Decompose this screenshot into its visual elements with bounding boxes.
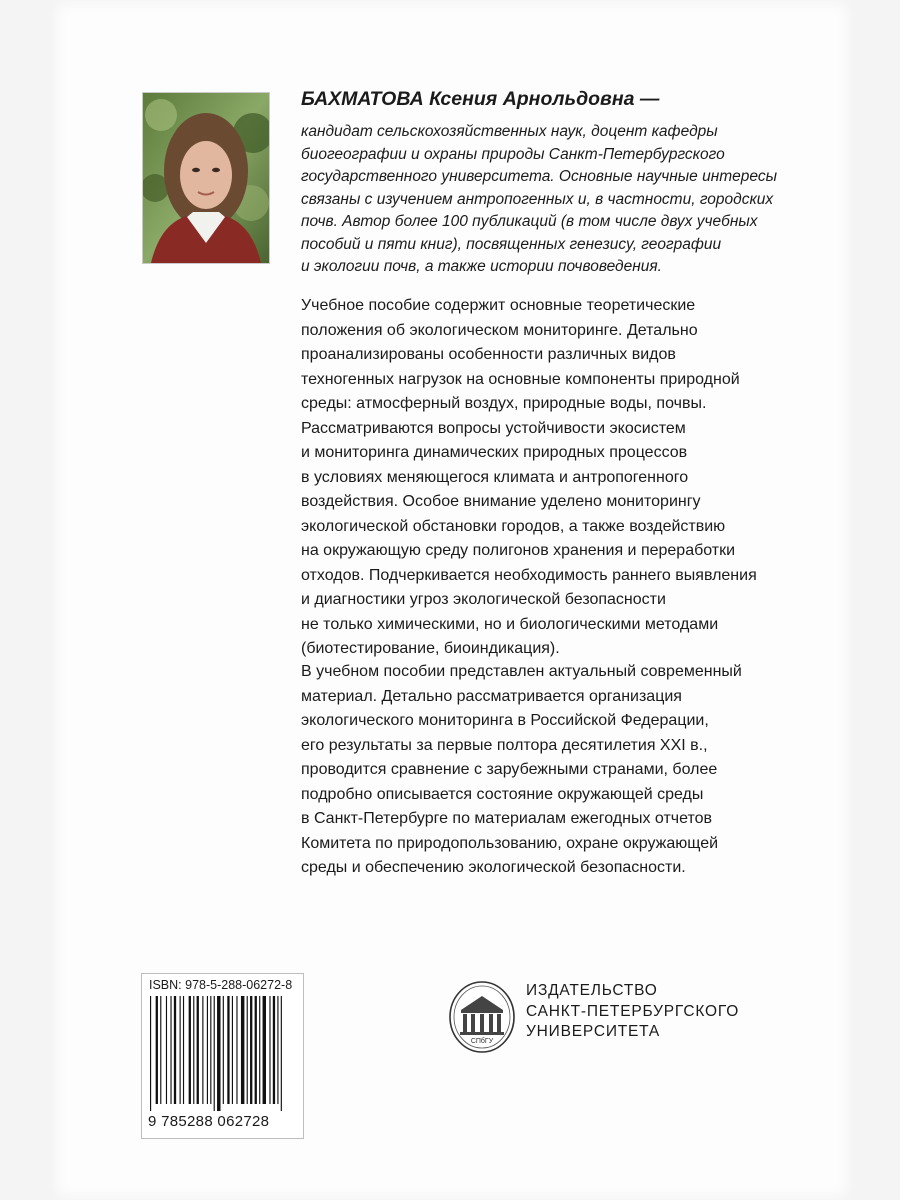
author-bio-line: кандидат сельскохозяйственных наук, доцент кафедры — [301, 123, 718, 140]
annotation-line: отходов. Подчеркивается необходимость раннего выявления — [301, 566, 757, 584]
annotation-line: экологической обстановки городов, а также воздействию — [301, 517, 726, 535]
annotation-paragraph-1 — [301, 294, 757, 662]
annotation-line: Комитета по природопользованию, охране окружающей — [301, 834, 719, 852]
author-bio-line: почв. Автор более 100 публикаций (в том числе двух учебных — [301, 213, 758, 230]
isbn-label: ISBN: 978-5-288-06272-8 — [149, 978, 293, 992]
annotation-line: В учебном пособии представлен актуальный современный — [301, 663, 742, 680]
annotation-line: воздействия. Особое внимание уделено мониторингу — [301, 493, 701, 510]
annotation-line: техногенных нагрузок на основные компоненты природной — [301, 370, 740, 388]
author-bio-line: биогеографии и охраны природы Санкт-Петербургского — [301, 145, 725, 163]
annotation-paragraph-2 — [301, 660, 741, 881]
annotation-line: и диагностики угроз экологической безопасности — [301, 591, 666, 608]
annotation-line: Рассматриваются вопросы устойчивости экосистем — [301, 419, 686, 437]
annotation-line: и мониторинга динамических природных процессов — [301, 444, 688, 461]
author-bio-line: пособий и пяти книг), посвященных генезису, географии — [301, 235, 722, 253]
publisher-line: УНИВЕРСИТЕТА — [526, 1023, 661, 1040]
university-seal-icon — [447, 980, 517, 1059]
annotation-line: проводится сравнение с зарубежными странами, более — [301, 761, 718, 778]
author-photo — [142, 92, 270, 264]
annotation-line: материал. Детально рассматривается организация — [301, 687, 682, 705]
annotation-line: его результаты за первые полтора десятилетия XXI в., — [301, 736, 708, 754]
annotation-line: положения об экологическом мониторинге. Детально — [301, 321, 698, 339]
author-bio — [301, 121, 778, 279]
author-bio-line: государственного университета. Основные научные интересы — [301, 168, 778, 185]
publisher-line: САНКТ-ПЕТЕРБУРГСКОГО — [526, 1002, 740, 1020]
annotation-line: в Санкт-Петербурге по материалам ежегодных отчетов — [301, 810, 713, 827]
annotation-line: среды: атмосферный воздух, природные воды, почвы. — [301, 395, 707, 412]
annotation-line: подробно описывается состояние окружающей среды — [301, 785, 704, 803]
annotation-line: не только химическими, но и биологическими методами — [301, 615, 719, 633]
seal-text: СПбГУ — [470, 1038, 494, 1045]
author-portrait-image — [143, 93, 269, 263]
annotation-line: на окружающую среду полигонов хранения и переработки — [301, 542, 736, 559]
author-bio-line: связаны с изучением антропогенных и, в частности, городских — [301, 190, 774, 208]
annotation-line: в условиях меняющегося климата и антропогенного — [301, 468, 689, 486]
annotation-line: экологического мониторинга в Российской Федерации, — [301, 712, 709, 729]
isbn-barcode — [141, 973, 304, 1139]
annotation-line: проанализированы особенности различных видов — [301, 346, 676, 363]
author-name: БАХМАТОВА Ксения Арнольдовна — — [301, 88, 660, 110]
publisher-name — [526, 981, 739, 1043]
author-bio-line: и экологии почв, а также истории почвоведения. — [301, 258, 662, 275]
barcode-bars — [148, 996, 298, 1111]
annotation-line: среды и обеспечению экологической безопасности. — [301, 859, 686, 876]
barcode-digits: 9 785288 062728 — [148, 1113, 270, 1130]
annotation-line: Учебное пособие содержит основные теоретические — [301, 297, 696, 314]
annotation-line: (биотестирование, биоиндикация). — [301, 640, 560, 657]
publisher-line: ИЗДАТЕЛЬСТВО — [526, 982, 658, 999]
